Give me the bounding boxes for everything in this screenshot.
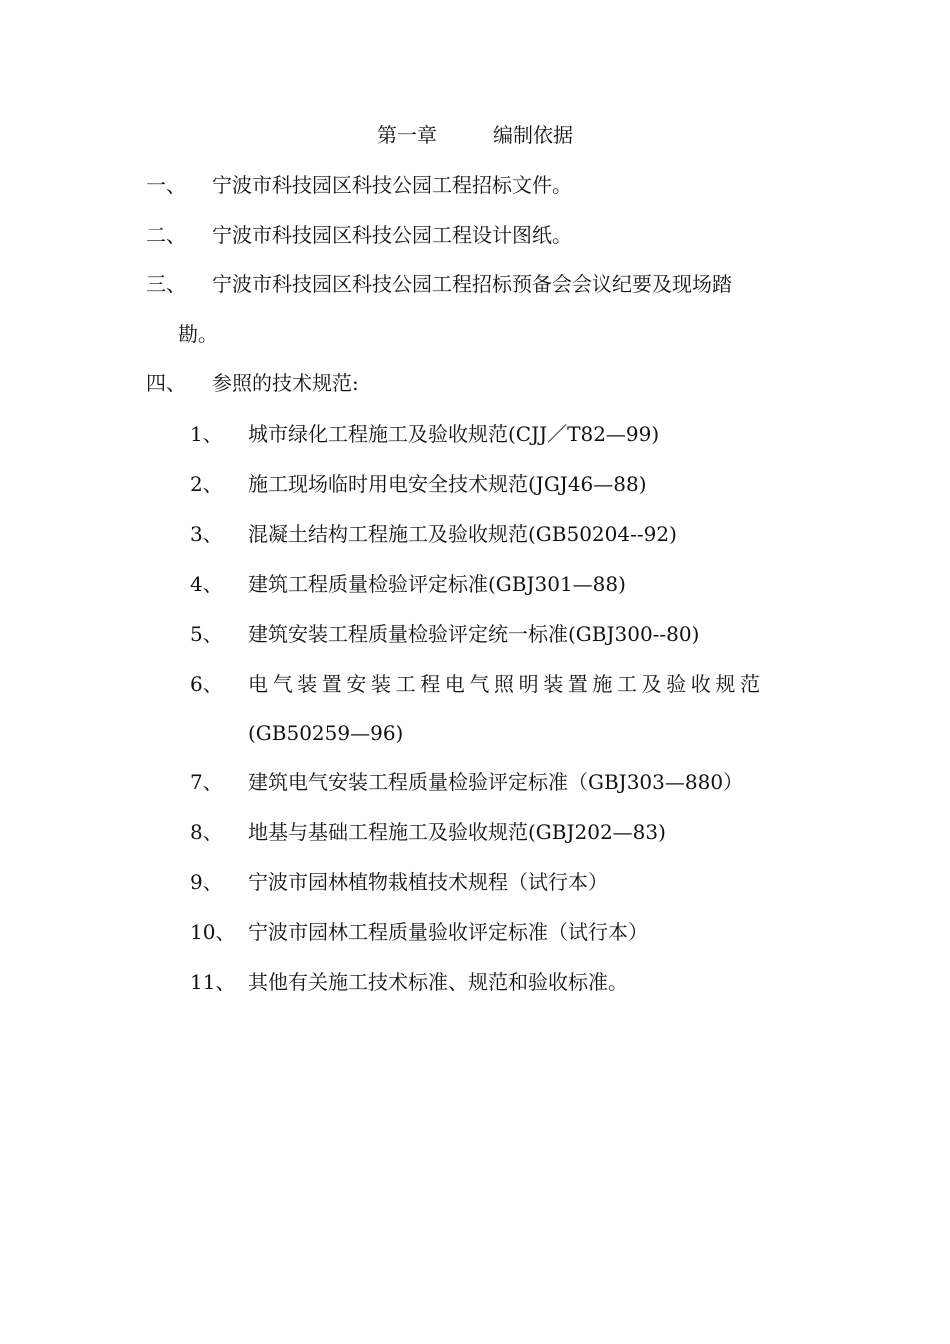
item-number: 一、	[146, 173, 186, 197]
item-number: 二、	[146, 223, 186, 247]
standard-number: 10、	[190, 920, 236, 944]
chapter-number: 第一章	[377, 123, 437, 147]
chapter-heading	[0, 120, 950, 150]
standard-text: 建筑电气安装工程质量检验评定标准（GBJ303—880）	[248, 770, 744, 794]
standard-number: 6、	[190, 672, 223, 696]
item-text: 宁波市科技园区科技公园工程招标预备会会议纪要及现场踏	[212, 272, 732, 296]
standard-number: 11、	[190, 970, 236, 994]
item-text: 参照的技术规范:	[212, 371, 359, 395]
standard-number: 5、	[190, 622, 223, 646]
item-text-continuation: 勘。	[178, 322, 218, 346]
standard-number: 2、	[190, 472, 223, 496]
standard-text: 建筑安装工程质量检验评定统一标准(GBJ300--80)	[248, 622, 700, 646]
item-number: 四、	[146, 371, 186, 395]
standard-text: 城市绿化工程施工及验收规范(CJJ／T82—99)	[248, 422, 660, 446]
standard-number: 1、	[190, 422, 223, 446]
item-text: 宁波市科技园区科技公园工程设计图纸。	[212, 223, 572, 247]
item-text: 宁波市科技园区科技公园工程招标文件。	[212, 173, 572, 197]
standard-text: 施工现场临时用电安全技术规范(JGJ46—88)	[248, 472, 647, 496]
standard-number: 4、	[190, 572, 223, 596]
standard-number: 8、	[190, 820, 223, 844]
standard-text: 宁波市园林植物栽植技术规程（试行本）	[248, 870, 608, 894]
standard-number: 7、	[190, 770, 223, 794]
standard-text: 宁波市园林工程质量验收评定标准（试行本）	[248, 920, 648, 944]
standard-number: 9、	[190, 870, 223, 894]
standard-text-continuation: (GB50259—96)	[248, 721, 404, 745]
standard-text: 其他有关施工技术标准、规范和验收标准。	[248, 970, 628, 994]
standard-text: 建筑工程质量检验评定标准(GBJ301—88)	[248, 572, 626, 596]
standard-text: 电气装置安装工程电气照明装置施工及验收规范	[248, 672, 765, 696]
standard-text: 地基与基础工程施工及验收规范(GBJ202—83)	[248, 820, 666, 844]
standard-number: 3、	[190, 522, 223, 546]
chapter-title: 编制依据	[493, 123, 573, 147]
standard-text: 混凝土结构工程施工及验收规范(GB50204--92)	[248, 522, 677, 546]
item-number: 三、	[146, 272, 186, 296]
